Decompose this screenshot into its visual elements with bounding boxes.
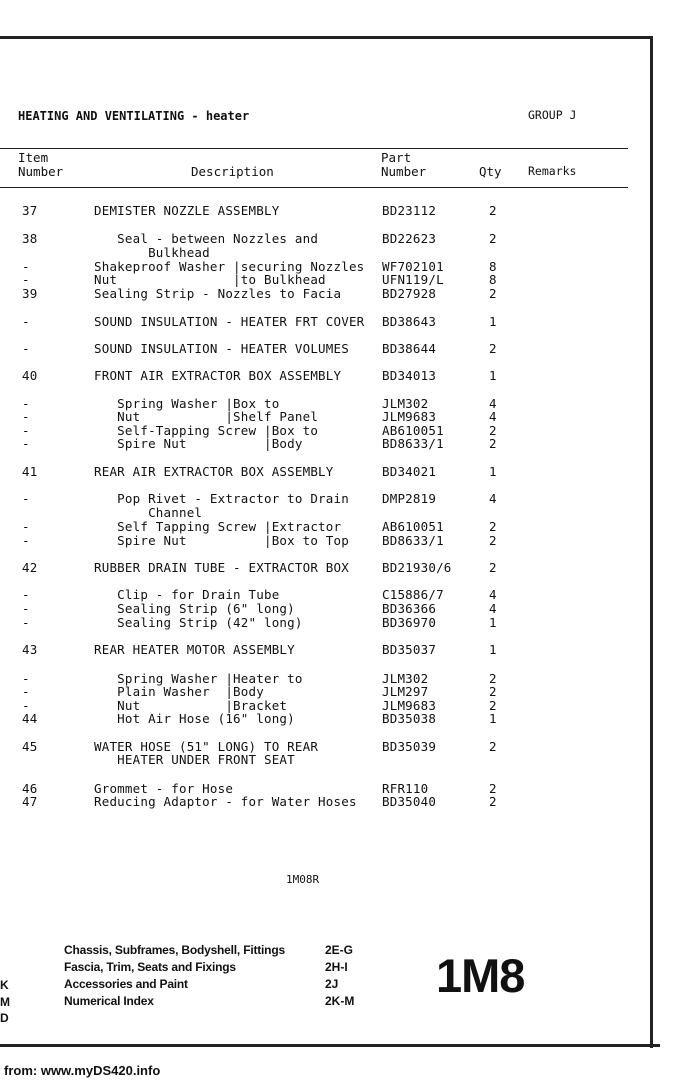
- parts-row: [0, 369, 650, 383]
- parts-row: [0, 643, 650, 657]
- item-description: REAR HEATER MOTOR ASSEMBLY: [94, 642, 295, 657]
- index-side-letter: K: [0, 978, 9, 992]
- item-number: -: [22, 615, 30, 630]
- item-description: Reducing Adaptor - for Water Hoses: [94, 794, 357, 809]
- item-number: -: [22, 314, 30, 329]
- quantity: 2: [489, 203, 497, 218]
- quantity: 2: [489, 286, 497, 301]
- parts-row: [0, 273, 650, 287]
- item-description: Shakeproof Washer |securing Nozzles: [94, 259, 365, 274]
- part-number: DMP2819: [382, 491, 437, 506]
- quantity: 2: [489, 436, 497, 451]
- quantity: 2: [489, 698, 497, 713]
- parts-row: [0, 588, 650, 602]
- index-entry-code: 2J: [325, 977, 339, 991]
- quantity: 2: [489, 231, 497, 246]
- item-number: -: [22, 671, 30, 686]
- column-item-line2: Number: [18, 164, 64, 179]
- page-code: 1M08R: [286, 873, 320, 886]
- index-entry-label: Chassis, Subframes, Bodyshell, Fittings: [64, 943, 285, 957]
- page-frame-right: [650, 36, 653, 1048]
- part-number: AB610051: [382, 519, 444, 534]
- parts-row: [0, 246, 650, 260]
- quantity: 2: [489, 423, 497, 438]
- quantity: 8: [489, 272, 497, 287]
- quantity: 2: [489, 560, 497, 575]
- part-number: BD35037: [382, 642, 437, 657]
- parts-row: [0, 712, 650, 726]
- item-number: 44: [22, 711, 38, 726]
- quantity: 4: [489, 491, 497, 506]
- parts-row: [0, 616, 650, 630]
- item-description: REAR AIR EXTRACTOR BOX ASSEMBLY: [94, 464, 334, 479]
- item-number: -: [22, 423, 30, 438]
- part-number: BD34013: [382, 368, 437, 383]
- part-number: JLM302: [382, 671, 429, 686]
- header-rule-top: [0, 148, 628, 149]
- quantity: 4: [489, 409, 497, 424]
- quantity: 1: [489, 368, 497, 383]
- item-description: Spring Washer |Box to: [94, 396, 280, 411]
- item-description: Sealing Strip (42" long): [94, 615, 303, 630]
- item-number: 42: [22, 560, 38, 575]
- item-description: Spire Nut |Body: [94, 436, 303, 451]
- item-description: RUBBER DRAIN TUBE - EXTRACTOR BOX: [94, 560, 349, 575]
- part-number: C15886/7: [382, 587, 444, 602]
- index-entry-label: Fascia, Trim, Seats and Fixings: [64, 960, 236, 974]
- part-number: BD36970: [382, 615, 437, 630]
- item-description: Self Tapping Screw |Extractor: [94, 519, 342, 534]
- item-description: FRONT AIR EXTRACTOR BOX ASSEMBLY: [94, 368, 342, 383]
- item-number: -: [22, 341, 30, 356]
- item-description: Pop Rivet - Extractor to Drain: [94, 491, 349, 506]
- item-number: -: [22, 698, 30, 713]
- item-number: 43: [22, 642, 38, 657]
- item-description: Clip - for Drain Tube: [94, 587, 280, 602]
- item-description: SOUND INSULATION - HEATER VOLUMES: [94, 341, 349, 356]
- item-number: -: [22, 436, 30, 451]
- item-number: -: [22, 272, 30, 287]
- part-number: BD23112: [382, 203, 437, 218]
- parts-row: [0, 506, 650, 520]
- quantity: 1: [489, 314, 497, 329]
- part-number: JLM9683: [382, 698, 437, 713]
- part-number: BD27928: [382, 286, 437, 301]
- quantity: 4: [489, 396, 497, 411]
- index-entry-label: Accessories and Paint: [64, 977, 188, 991]
- quantity: 2: [489, 684, 497, 699]
- quantity: 2: [489, 781, 497, 796]
- index-side-letter: M: [0, 995, 10, 1009]
- item-description: Self-Tapping Screw |Box to: [94, 423, 319, 438]
- parts-row: [0, 795, 650, 809]
- parts-row: [0, 437, 650, 451]
- item-description: Sealing Strip - Nozzles to Facia: [94, 286, 342, 301]
- quantity: 2: [489, 519, 497, 534]
- item-number: -: [22, 396, 30, 411]
- quantity: 2: [489, 533, 497, 548]
- quantity: 1: [489, 711, 497, 726]
- parts-row: [0, 685, 650, 699]
- quantity: 2: [489, 739, 497, 754]
- column-part-line2: Number: [381, 164, 427, 179]
- part-number: BD35038: [382, 711, 437, 726]
- section-title: HEATING AND VENTILATING - heater: [18, 109, 250, 123]
- item-number: -: [22, 684, 30, 699]
- part-number: BD36366: [382, 601, 437, 616]
- item-description: Nut |Shelf Panel: [94, 409, 319, 424]
- quantity: 1: [489, 615, 497, 630]
- parts-row: [0, 561, 650, 575]
- parts-row: [0, 232, 650, 246]
- item-description: Plain Washer |Body: [94, 684, 264, 699]
- quantity: 4: [489, 587, 497, 602]
- part-number: BD22623: [382, 231, 437, 246]
- item-number: 47: [22, 794, 38, 809]
- item-number: 45: [22, 739, 38, 754]
- parts-row: [0, 520, 650, 534]
- item-number: -: [22, 587, 30, 602]
- parts-row: [0, 492, 650, 506]
- item-description: HEATER UNDER FRONT SEAT: [94, 752, 295, 767]
- part-number: BD34021: [382, 464, 437, 479]
- parts-row: [0, 602, 650, 616]
- item-number: -: [22, 601, 30, 616]
- parts-row: [0, 753, 650, 767]
- part-number: JLM302: [382, 396, 429, 411]
- header-rule-bottom: [0, 187, 628, 188]
- index-side-letter: D: [0, 1011, 9, 1025]
- item-number: -: [22, 519, 30, 534]
- quantity: 1: [489, 464, 497, 479]
- column-remarks: Remarks: [528, 164, 577, 178]
- item-description: WATER HOSE (51" LONG) TO REAR: [94, 739, 319, 754]
- item-number: 39: [22, 286, 38, 301]
- part-number: RFR110: [382, 781, 429, 796]
- item-description: Nut |Bracket: [94, 698, 288, 713]
- item-number: 37: [22, 203, 38, 218]
- part-number: BD38644: [382, 341, 437, 356]
- item-number: 41: [22, 464, 38, 479]
- index-entry-code: 2K-M: [325, 994, 355, 1008]
- parts-row: [0, 204, 650, 218]
- group-label: GROUP J: [528, 108, 577, 122]
- part-number: BD35039: [382, 739, 437, 754]
- parts-row: [0, 287, 650, 301]
- parts-row: [0, 342, 650, 356]
- source-credit: from: www.myDS420.info: [4, 1063, 161, 1078]
- part-number: UFN119/L: [382, 272, 444, 287]
- page-frame-top: [0, 36, 652, 39]
- item-description: Grommet - for Hose: [94, 781, 234, 796]
- item-number: 46: [22, 781, 38, 796]
- part-number: BD38643: [382, 314, 437, 329]
- index-entry-code: 2H-I: [325, 960, 348, 974]
- part-number: JLM297: [382, 684, 429, 699]
- column-description: Description: [191, 164, 274, 179]
- item-description: Channel: [94, 505, 203, 520]
- part-number: WF702101: [382, 259, 444, 274]
- item-description: Spring Washer |Heater to: [94, 671, 303, 686]
- item-number: -: [22, 259, 30, 274]
- index-entry-label: Numerical Index: [64, 994, 154, 1008]
- item-description: Hot Air Hose (16" long): [94, 711, 295, 726]
- item-number: -: [22, 533, 30, 548]
- parts-row: [0, 410, 650, 424]
- quantity: 2: [489, 671, 497, 686]
- item-number: 38: [22, 231, 38, 246]
- parts-row: [0, 315, 650, 329]
- column-part-line1: Part: [381, 150, 412, 165]
- part-number: AB610051: [382, 423, 444, 438]
- item-description: Seal - between Nozzles and: [94, 231, 319, 246]
- fiche-number: 1M8: [436, 949, 525, 1002]
- item-description: SOUND INSULATION - HEATER FRT COVER: [94, 314, 365, 329]
- item-description: Spire Nut |Box to Top: [94, 533, 349, 548]
- column-qty: Qty: [479, 164, 502, 179]
- quantity: 8: [489, 259, 497, 274]
- part-number: BD8633/1: [382, 436, 444, 451]
- quantity: 4: [489, 601, 497, 616]
- item-description: Nut |to Bulkhead: [94, 272, 326, 287]
- item-description: Bulkhead: [94, 245, 210, 260]
- parts-row: [0, 534, 650, 548]
- parts-row: [0, 465, 650, 479]
- quantity: 1: [489, 642, 497, 657]
- part-number: JLM9683: [382, 409, 437, 424]
- item-description: DEMISTER NOZZLE ASSEMBLY: [94, 203, 280, 218]
- index-entry-code: 2E-G: [325, 943, 354, 957]
- item-description: Sealing Strip (6" long): [94, 601, 295, 616]
- part-number: BD8633/1: [382, 533, 444, 548]
- part-number: BD35040: [382, 794, 437, 809]
- item-number: 40: [22, 368, 38, 383]
- item-number: -: [22, 491, 30, 506]
- part-number: BD21930/6: [382, 560, 452, 575]
- quantity: 2: [489, 341, 497, 356]
- item-number: -: [22, 409, 30, 424]
- column-item-line1: Item: [18, 150, 49, 165]
- page-frame-bottom: [0, 1044, 660, 1047]
- quantity: 2: [489, 794, 497, 809]
